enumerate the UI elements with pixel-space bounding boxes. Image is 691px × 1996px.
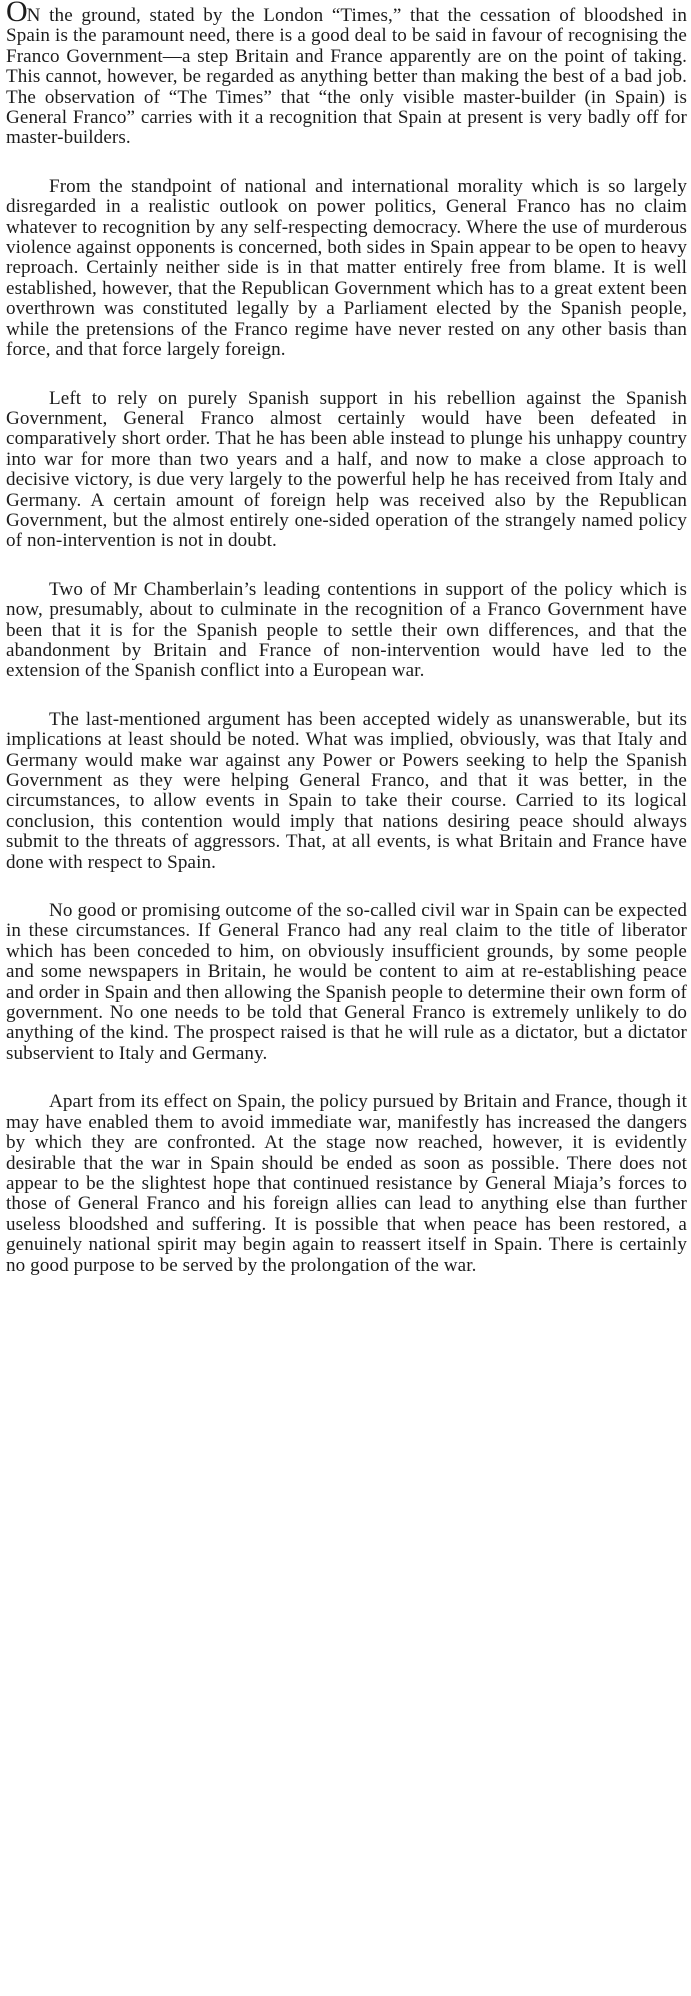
article-paragraph-7: Apart from its effect on Spain, the policy pursued by Britain and France, though it may have enabled them to avoid immediate war, manifestly has increased the dangers by which they are confronted. At the stage now reached, however, it is evidently desirable that the war in Spain should be ended as soon as possible. There does not appear to be the slightest hope that continued resistance by General Miaja’s forces to those of General Franco and his foreign allies can lead to anything else than further useless bloodshed and suffering. It is possible that when peace has been restored, a genuinely national spirit may begin again to reassert itself in Spain. There is certainly no good purpose to be served by the prolongation of the war. [6,1091,687,1276]
article-paragraph-4: Two of Mr Chamberlain’s leading contentions in support of the policy which is now, presumably, about to culminate in the recognition of a Franco Government have been that it is for the Spanish people to settle their own differences, and that the abandonment by Britain and France of non-intervention would have led to the extension of the Spanish conflict into a European war. [6,578,687,682]
drop-cap: O [6,0,27,28]
article-paragraph-2: From the standpoint of national and international morality which is so largely disregarded in a realistic outlook on power politics, General Franco has no claim whatever to recognition by any self-respecting democracy. Where the use of murderous violence against opponents is concerned, both sides in Spain appear to be open to heavy reproach. Certainly neither side is in that matter entirely free from blame. It is well established, however, that the Republican Government which has to a great extent been overthrown was constituted legally by a Parliament elected by the Spanish people, while the pretensions of the Franco regime have never rested on any other basis than force, and that force largely foreign. [6,175,687,361]
paragraph-text: N the ground, stated by the London “Times,” that the cessation of bloodshed in Spain is the paramount need, there is a good deal to be said in favour of recognising the Franco Government—a step Britain and France apparently are on the point of taking. This cannot, however, be regarded as anything better than making the best of a bad job. The observation of “The Times” that “the only visible master-builder (in Spain) is General Franco” carries with it a recognition that Spain at present is very badly off for master-builders. [6,5,687,149]
article-paragraph-5: The last-mentioned argument has been accepted widely as unanswerable, but its implications at least should be noted. What was implied, obviously, was that Italy and Germany would make war against any Power or Powers seeking to help the Spanish Government as they were helping General Franco, and that it was better, in the circumstances, to allow events in Spain to take their course. Carried to its logical conclusion, this contention would imply that nations desiring peace should always submit to the threats of aggressors. That, at all events, is what Britain and France have done with respect to Spain. [6,708,687,873]
article-paragraph-6: No good or promising outcome of the so-called civil war in Spain can be expected in these circumstances. If General Franco had any real claim to the title of liberator which has been conceded to him, on obviously insufficient grounds, by some people and some newspapers in Britain, he would be content to aim at re-establishing peace and order in Spain and then allowing the Spanish people to determine their own form of government. No one needs to be told that General Franco is extremely unlikely to do anything of the kind. The prospect raised is that he will rule as a dictator, but a dictator subservient to Italy and Germany. [6,900,687,1064]
article-paragraph-1 [6,2,687,149]
article-paragraph-3: Left to rely on purely Spanish support in his rebellion against the Spanish Government, General Franco almost certainly would have been defeated in comparatively short order. That he has been able instead to plunge his unhappy country into war for more than two years and a half, and now to make a close approach to decisive victory, is due very largely to the powerful help he has received from Italy and Germany. A certain amount of foreign help was received also by the Republican Government, but the almost entirely one-sided operation of the strangely named policy of non-intervention is not in doubt. [6,387,687,552]
